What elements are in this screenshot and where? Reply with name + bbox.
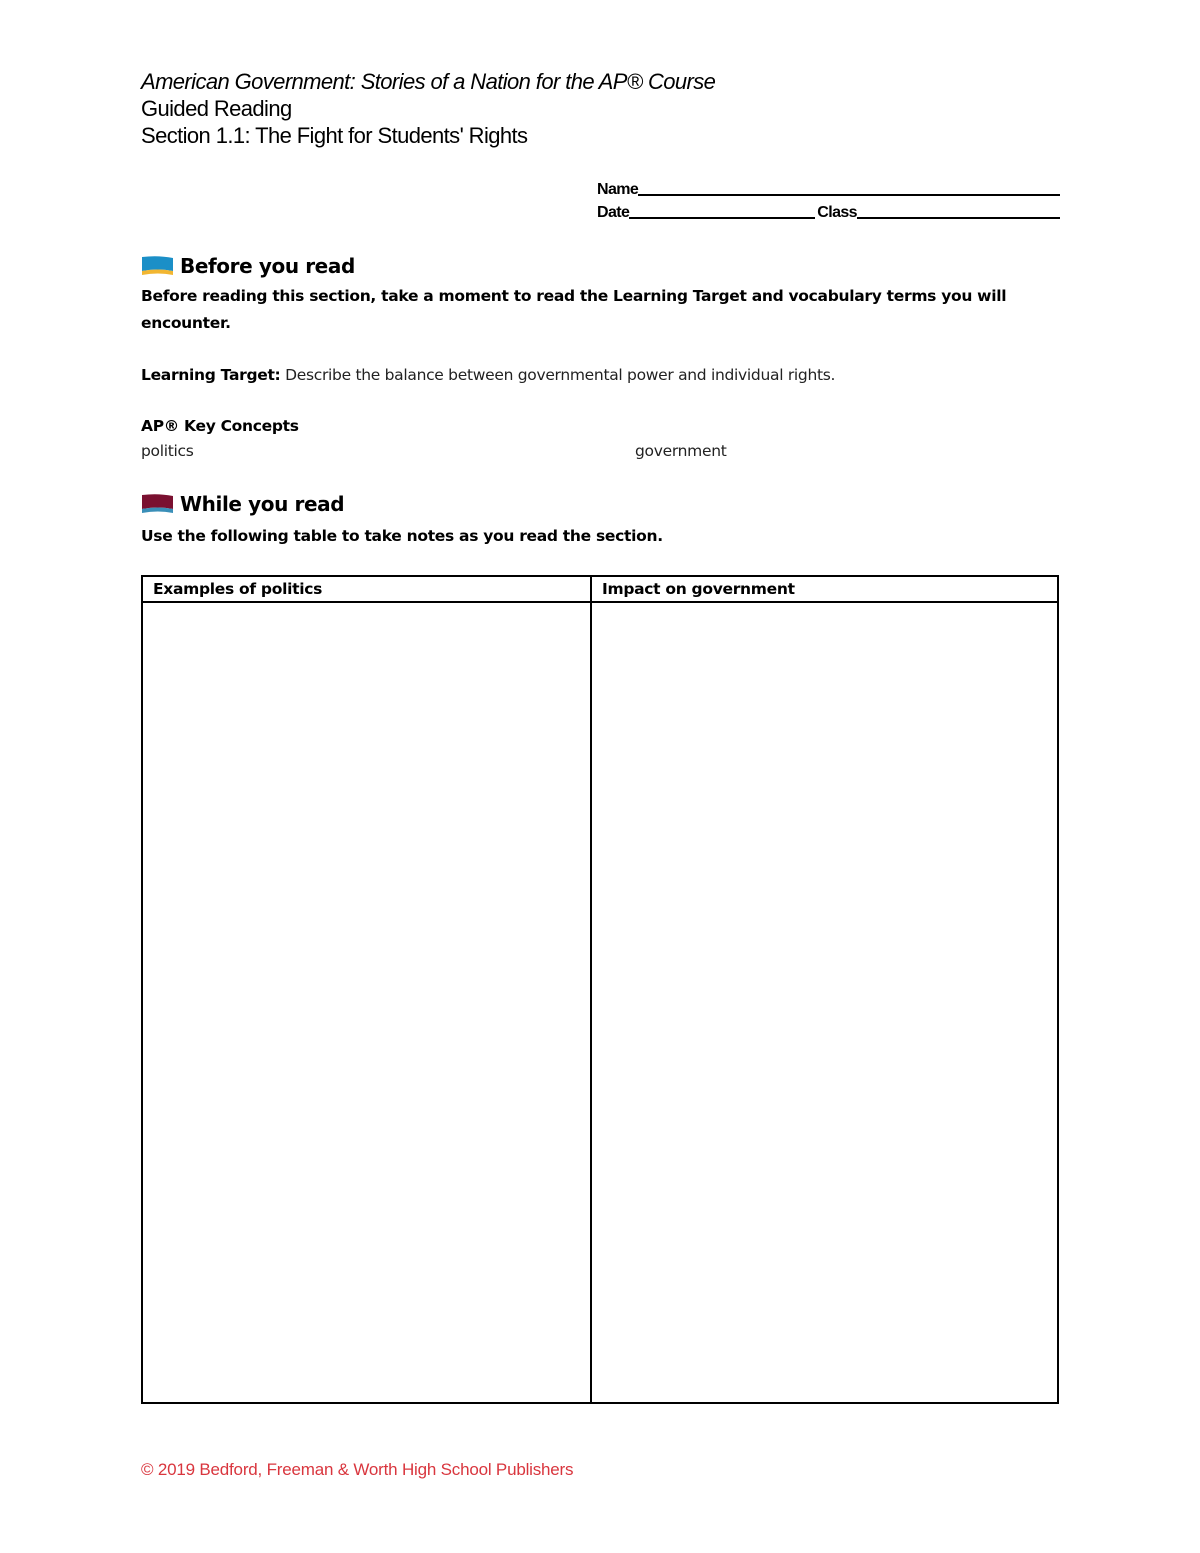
before-heading-text: Before you read bbox=[180, 254, 355, 278]
document-type: Guided Reading bbox=[141, 96, 292, 121]
table-body-row bbox=[143, 603, 1057, 1402]
copyright-footer: © 2019 Bedford, Freeman & Worth High School Publishers bbox=[141, 1460, 574, 1479]
key-concepts-label: AP® Key Concepts bbox=[141, 417, 299, 435]
date-label: Date bbox=[597, 204, 630, 221]
class-field[interactable] bbox=[857, 201, 1060, 219]
book-title: American Government: Stories of a Nation for the AP® Course bbox=[141, 69, 716, 94]
while-heading-text: While you read bbox=[180, 492, 345, 516]
class-label: Class bbox=[817, 204, 857, 221]
examples-notes-cell[interactable] bbox=[143, 603, 592, 1402]
while-instructions: Use the following table to take notes as you read the section. bbox=[141, 527, 663, 545]
blue-flag-icon bbox=[141, 256, 174, 276]
impact-notes-cell[interactable] bbox=[592, 603, 1057, 1402]
student-info-block bbox=[597, 176, 1060, 222]
name-label: Name bbox=[597, 181, 639, 198]
before-instructions: Before reading this section, take a moment to read the Learning Target and vocabulary terms you will encounter. bbox=[141, 287, 1007, 332]
before-you-read-heading bbox=[141, 254, 355, 278]
learning-target-text: Describe the balance between governmental power and individual rights. bbox=[285, 366, 836, 384]
notes-table bbox=[141, 575, 1059, 1404]
document-header bbox=[141, 68, 715, 149]
column-header-impact: Impact on government bbox=[602, 580, 795, 598]
name-row bbox=[597, 176, 1060, 199]
table-header-row bbox=[143, 577, 1057, 603]
learning-target bbox=[141, 362, 835, 389]
concept-politics: politics bbox=[141, 442, 194, 460]
date-class-row bbox=[597, 199, 1060, 222]
maroon-flag-icon bbox=[141, 494, 174, 514]
concept-government: government bbox=[635, 442, 727, 460]
date-field[interactable] bbox=[629, 201, 815, 219]
column-header-examples: Examples of politics bbox=[143, 577, 592, 601]
while-you-read-heading bbox=[141, 492, 344, 516]
name-field[interactable] bbox=[638, 178, 1060, 196]
section-title: Section 1.1: The Fight for Students' Rights bbox=[141, 123, 528, 148]
learning-target-label: Learning Target: bbox=[141, 366, 281, 384]
